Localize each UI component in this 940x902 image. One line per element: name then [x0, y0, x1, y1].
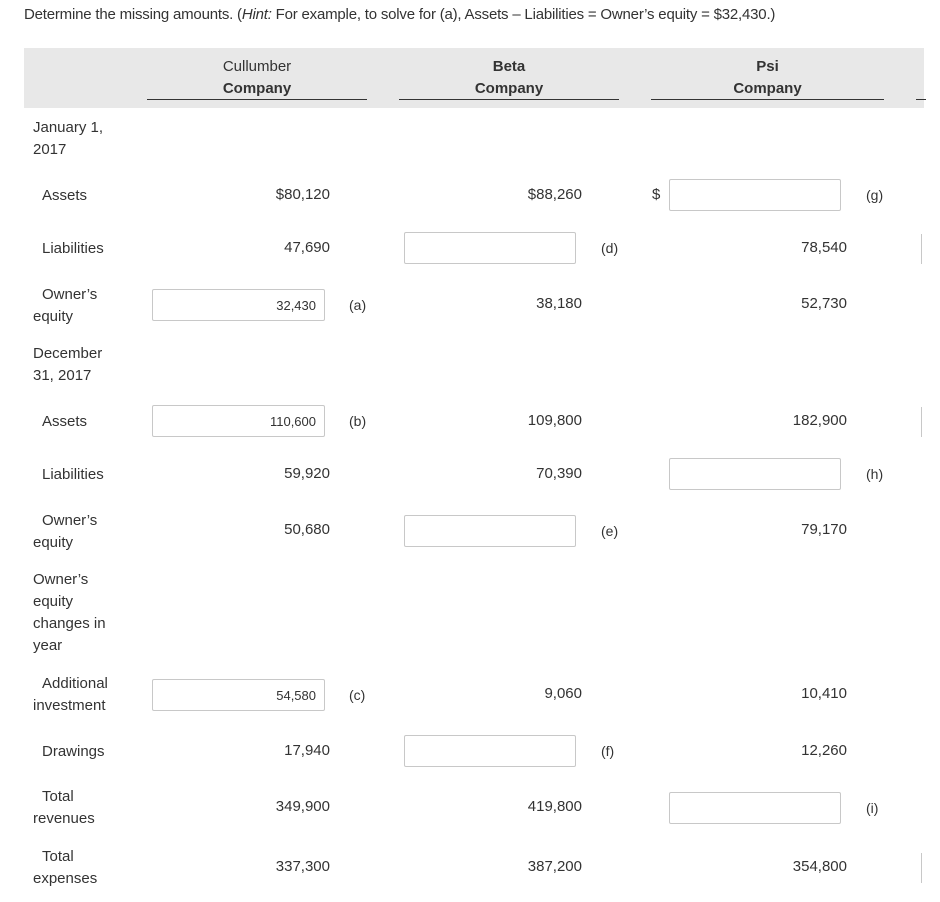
section-label-changes: Owner’s equity changes in year: [33, 571, 106, 654]
answer-tag-i: (i): [866, 800, 879, 816]
beta-total-expenses: 387,200: [527, 858, 582, 875]
row-label-liabilities: Liabilities: [42, 466, 104, 483]
psi-jan-equity: 52,730: [801, 295, 847, 312]
beta-addl-investment: 9,060: [544, 685, 582, 702]
cullumber-drawings: 17,940: [284, 742, 330, 759]
input-edge: [921, 407, 922, 437]
row-label-total-revenues-text: Total revenues: [33, 788, 95, 827]
psi-drawings: 12,260: [801, 742, 847, 759]
column-rule: [147, 99, 367, 100]
row-label-assets: Assets: [42, 187, 88, 204]
beta-total-revenues: 419,800: [527, 798, 582, 815]
beta-dec-assets: 109,800: [527, 412, 582, 429]
answer-tag-a: (a): [349, 297, 367, 313]
instructions-lead: Determine the missing amounts. (: [24, 6, 242, 23]
column-header-beta: [399, 56, 619, 100]
column-header-line1: Beta: [492, 58, 526, 75]
beta-jan-liabilities-input[interactable]: [404, 232, 576, 264]
row-label-total-revenues: [33, 786, 113, 830]
row-label-liabilities: Liabilities: [42, 240, 104, 257]
answer-tag-b: (b): [349, 413, 367, 429]
psi-total-revenues-input[interactable]: [669, 792, 841, 824]
beta-jan-assets: $88,260: [527, 186, 582, 203]
column-header-line2: Company: [474, 80, 544, 97]
row-label-drawings: Drawings: [42, 743, 105, 760]
answer-tag-e: (e): [601, 523, 619, 539]
row-label-owners-equity-text: Owner’s equity: [33, 512, 98, 551]
psi-dec-liabilities-input[interactable]: [669, 458, 841, 490]
hint-body: For example, to solve for (a), Assets – Liabilities = Owner’s equity = $32,430.): [271, 6, 776, 23]
psi-jan-assets-input[interactable]: [669, 179, 841, 211]
cullumber-dec-equity: 50,680: [284, 521, 330, 538]
currency-symbol: $: [652, 186, 661, 203]
instructions: [24, 6, 775, 23]
cullumber-jan-assets: $80,120: [275, 186, 330, 203]
beta-drawings-input[interactable]: [404, 735, 576, 767]
cullumber-dec-assets-input[interactable]: [152, 405, 325, 437]
psi-total-expenses: 354,800: [792, 858, 847, 875]
column-rule: [651, 99, 884, 100]
row-label-total-expenses: [33, 846, 113, 890]
answer-tag-h: (h): [866, 466, 884, 482]
column-header-line2: Company: [733, 80, 802, 97]
psi-dec-assets: 182,900: [792, 412, 847, 429]
row-label-owners-equity-text: Owner’s equity: [33, 286, 98, 325]
cullumber-addl-investment-input[interactable]: [152, 679, 325, 711]
column-rule: [916, 99, 926, 100]
cullumber-jan-equity-input[interactable]: [152, 289, 325, 321]
beta-dec-equity-input[interactable]: [404, 515, 576, 547]
column-rule: [399, 99, 619, 100]
row-label-total-expenses-text: Total expenses: [33, 848, 98, 887]
cullumber-total-expenses: 337,300: [275, 858, 330, 875]
psi-jan-liabilities: 78,540: [801, 239, 847, 256]
row-label-owners-equity: [33, 284, 113, 328]
column-header-psi: [651, 56, 884, 100]
row-label-owners-equity: [33, 510, 113, 554]
input-edge: [921, 234, 922, 264]
beta-jan-equity: 38,180: [536, 295, 582, 312]
cullumber-jan-liabilities: 47,690: [284, 239, 330, 256]
input-edge: [921, 853, 922, 883]
section-label-dec: December 31, 2017: [33, 345, 103, 384]
hint-label: Hint:: [241, 6, 272, 23]
column-header-line2: Company: [222, 80, 292, 97]
row-label-assets: Assets: [42, 413, 88, 430]
cullumber-total-revenues: 349,900: [275, 798, 330, 815]
answer-tag-f: (f): [601, 743, 615, 759]
psi-addl-investment: 10,410: [801, 685, 847, 702]
column-header-cullumber: [147, 56, 367, 100]
answer-tag-c: (c): [349, 687, 366, 703]
column-header-line1: Psi: [756, 58, 779, 75]
section-label-jan: January 1, 2017: [33, 119, 104, 158]
beta-dec-liabilities: 70,390: [536, 465, 582, 482]
answer-tag-g: (g): [866, 187, 884, 203]
column-header-line1: Cullumber: [222, 58, 292, 75]
cullumber-dec-liabilities: 59,920: [284, 465, 330, 482]
row-label-additional-investment: [33, 673, 123, 717]
row-label-additional-investment-text: Additional investment: [33, 675, 108, 714]
answer-tag-d: (d): [601, 240, 619, 256]
psi-dec-equity: 79,170: [801, 521, 847, 538]
